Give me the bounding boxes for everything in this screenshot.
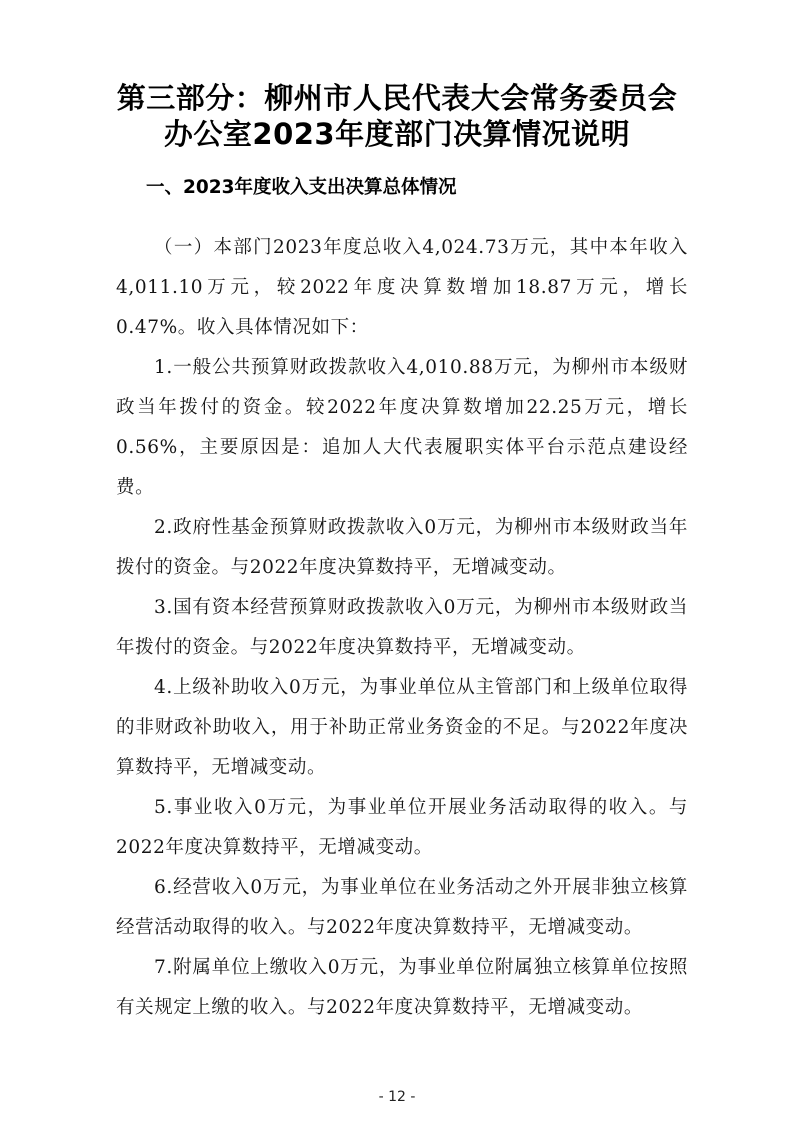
document-title-line-2: 办公室2023年度部门决算情况说明 — [163, 117, 631, 151]
page-number: - 12 - — [378, 1089, 416, 1105]
document-title-line-1: 第三部分：柳州市人民代表大会常务委员会 — [116, 81, 678, 115]
section-heading: 一、2023年度收入支出决算总体情况 — [146, 177, 457, 198]
paragraph-affiliated-unit-income: 7.附属单位上缴收入0万元，为事业单位附属独立核算单位按照有关规定上缴的收入。与2022年度决算数持平，无增减变动。 — [116, 957, 688, 1018]
paragraph-superior-subsidy-income: 4.上级补助收入0万元，为事业单位从主管部门和上级单位取得的非财政补助收入，用于补助正常业务资金的不足。与2022年度决算数持平，无增减变动。 — [116, 677, 688, 778]
paragraph-total-income: （一）本部门2023年度总收入4,024.73万元，其中本年收入4,011.10万元，较2022年度决算数增加18.87万元，增长0.47%。收入具体情况如下： — [116, 237, 688, 338]
paragraph-general-budget-income: 1.一般公共预算财政拨款收入4,010.88万元，为柳州市本级财政当年拨付的资金。较2022年度决算数增加22.25万元，增长0.56%，主要原因是：追加人大代表履职实体平台示范点建设经费。 — [116, 357, 688, 498]
paragraph-operating-income: 6.经营收入0万元，为事业单位在业务活动之外开展非独立核算经营活动取得的收入。与2022年度决算数持平，无增减变动。 — [116, 877, 688, 938]
paragraph-government-fund-income: 2.政府性基金预算财政拨款收入0万元，为柳州市本级财政当年拨付的资金。与2022年度决算数持平，无增减变动。 — [116, 517, 688, 578]
paragraph-state-capital-income: 3.国有资本经营预算财政拨款收入0万元，为柳州市本级财政当年拨付的资金。与2022年度决算数持平，无增减变动。 — [116, 597, 688, 658]
paragraph-business-income: 5.事业收入0万元，为事业单位开展业务活动取得的收入。与2022年度决算数持平，无增减变动。 — [116, 797, 688, 858]
